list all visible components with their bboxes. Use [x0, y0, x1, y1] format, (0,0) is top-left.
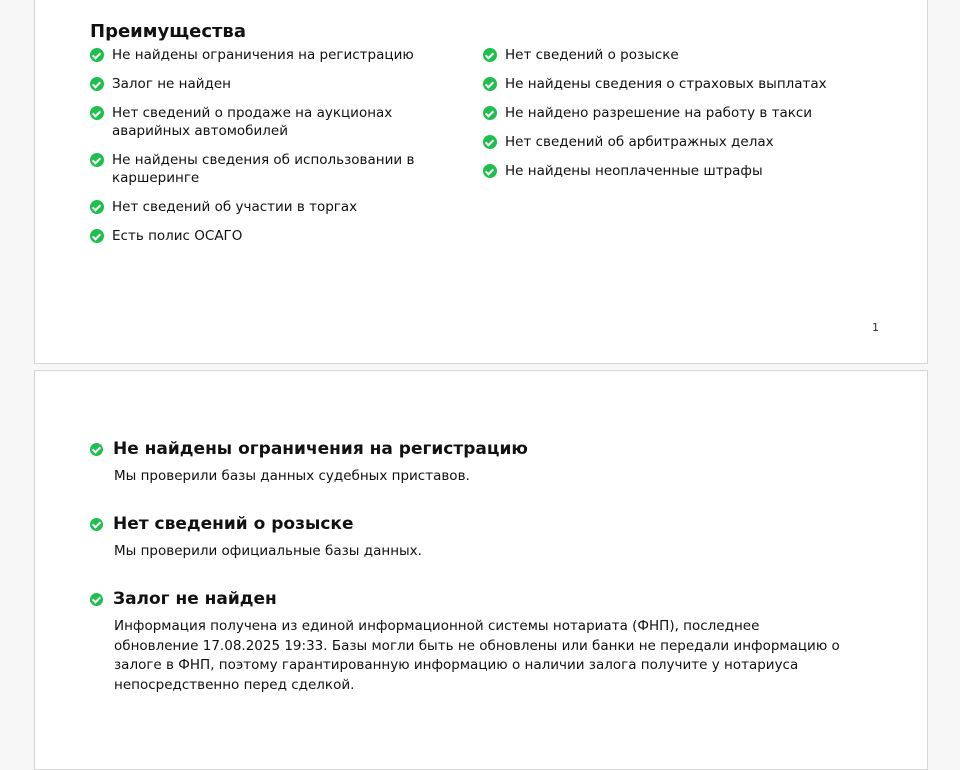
- section-title: Залог не найден: [113, 589, 277, 609]
- page-number: 1: [872, 321, 879, 334]
- advantages-left-column: [90, 46, 470, 256]
- advantage-label: Не найдены неоплаченные штрафы: [505, 163, 763, 179]
- check-icon: [90, 593, 103, 606]
- page-2: [34, 370, 928, 770]
- advantage-label: Есть полис ОСАГО: [112, 228, 243, 244]
- check-icon: [90, 443, 103, 456]
- advantage-label: Залог не найден: [112, 76, 231, 92]
- advantage-item: [90, 46, 470, 64]
- section-text: Мы проверили официальные базы данных.: [114, 543, 422, 559]
- advantage-label: Не найдены сведения о страховых выплатах: [505, 76, 827, 92]
- check-icon: [90, 106, 104, 120]
- advantage-label: Не найдены ограничения на регистрацию: [112, 47, 414, 63]
- check-icon: [90, 153, 104, 167]
- advantage-label: Нет сведений об участии в торгах: [112, 199, 358, 215]
- advantage-label: Не найдены сведения об использовании в каршеринге: [112, 152, 415, 186]
- advantage-item: [90, 151, 470, 187]
- advantage-item: [90, 227, 470, 245]
- advantage-label: Нет сведений о розыске: [505, 47, 679, 63]
- section-title: Не найдены ограничения на регистрацию: [113, 439, 528, 459]
- advantages-right-column: [483, 46, 863, 191]
- advantage-item: [483, 104, 863, 122]
- check-icon: [90, 48, 104, 62]
- check-icon: [483, 48, 497, 62]
- section-wanted: [90, 514, 840, 562]
- section-title: Нет сведений о розыске: [113, 514, 354, 534]
- advantage-label: Не найдено разрешение на работу в такси: [505, 105, 813, 121]
- check-icon: [483, 164, 497, 178]
- advantages-heading: Преимущества: [90, 21, 246, 42]
- page-1: [34, 0, 928, 364]
- advantage-item: [483, 162, 863, 180]
- section-registration: [90, 439, 840, 487]
- check-icon: [483, 77, 497, 91]
- check-icon: [90, 77, 104, 91]
- section-text: Информация получена из единой информационной системы нотариата (ФНП), последнее обновление 17.08.2025 19:33. Базы могли быть не обновлены или банки не передали информацию о залоге в ФНП, поэтому гарантированную информацию о наличии залога получите у нотариуса непосредственно перед сделкой.: [114, 618, 840, 693]
- advantage-item: [90, 198, 470, 216]
- advantage-item: [483, 133, 863, 151]
- check-icon: [483, 135, 497, 149]
- check-icon: [90, 200, 104, 214]
- advantage-label: Нет сведений об арбитражных делах: [505, 134, 774, 150]
- section-pledge: [90, 589, 840, 695]
- advantage-item: [90, 104, 470, 140]
- check-icon: [90, 229, 104, 243]
- advantage-item: [90, 75, 470, 93]
- advantage-item: [483, 75, 863, 93]
- advantage-label: Нет сведений о продаже на аукционах аварийных автомобилей: [112, 105, 393, 139]
- advantage-item: [483, 46, 863, 64]
- section-text: Мы проверили базы данных судебных приставов.: [114, 468, 470, 484]
- check-icon: [483, 106, 497, 120]
- check-icon: [90, 518, 103, 531]
